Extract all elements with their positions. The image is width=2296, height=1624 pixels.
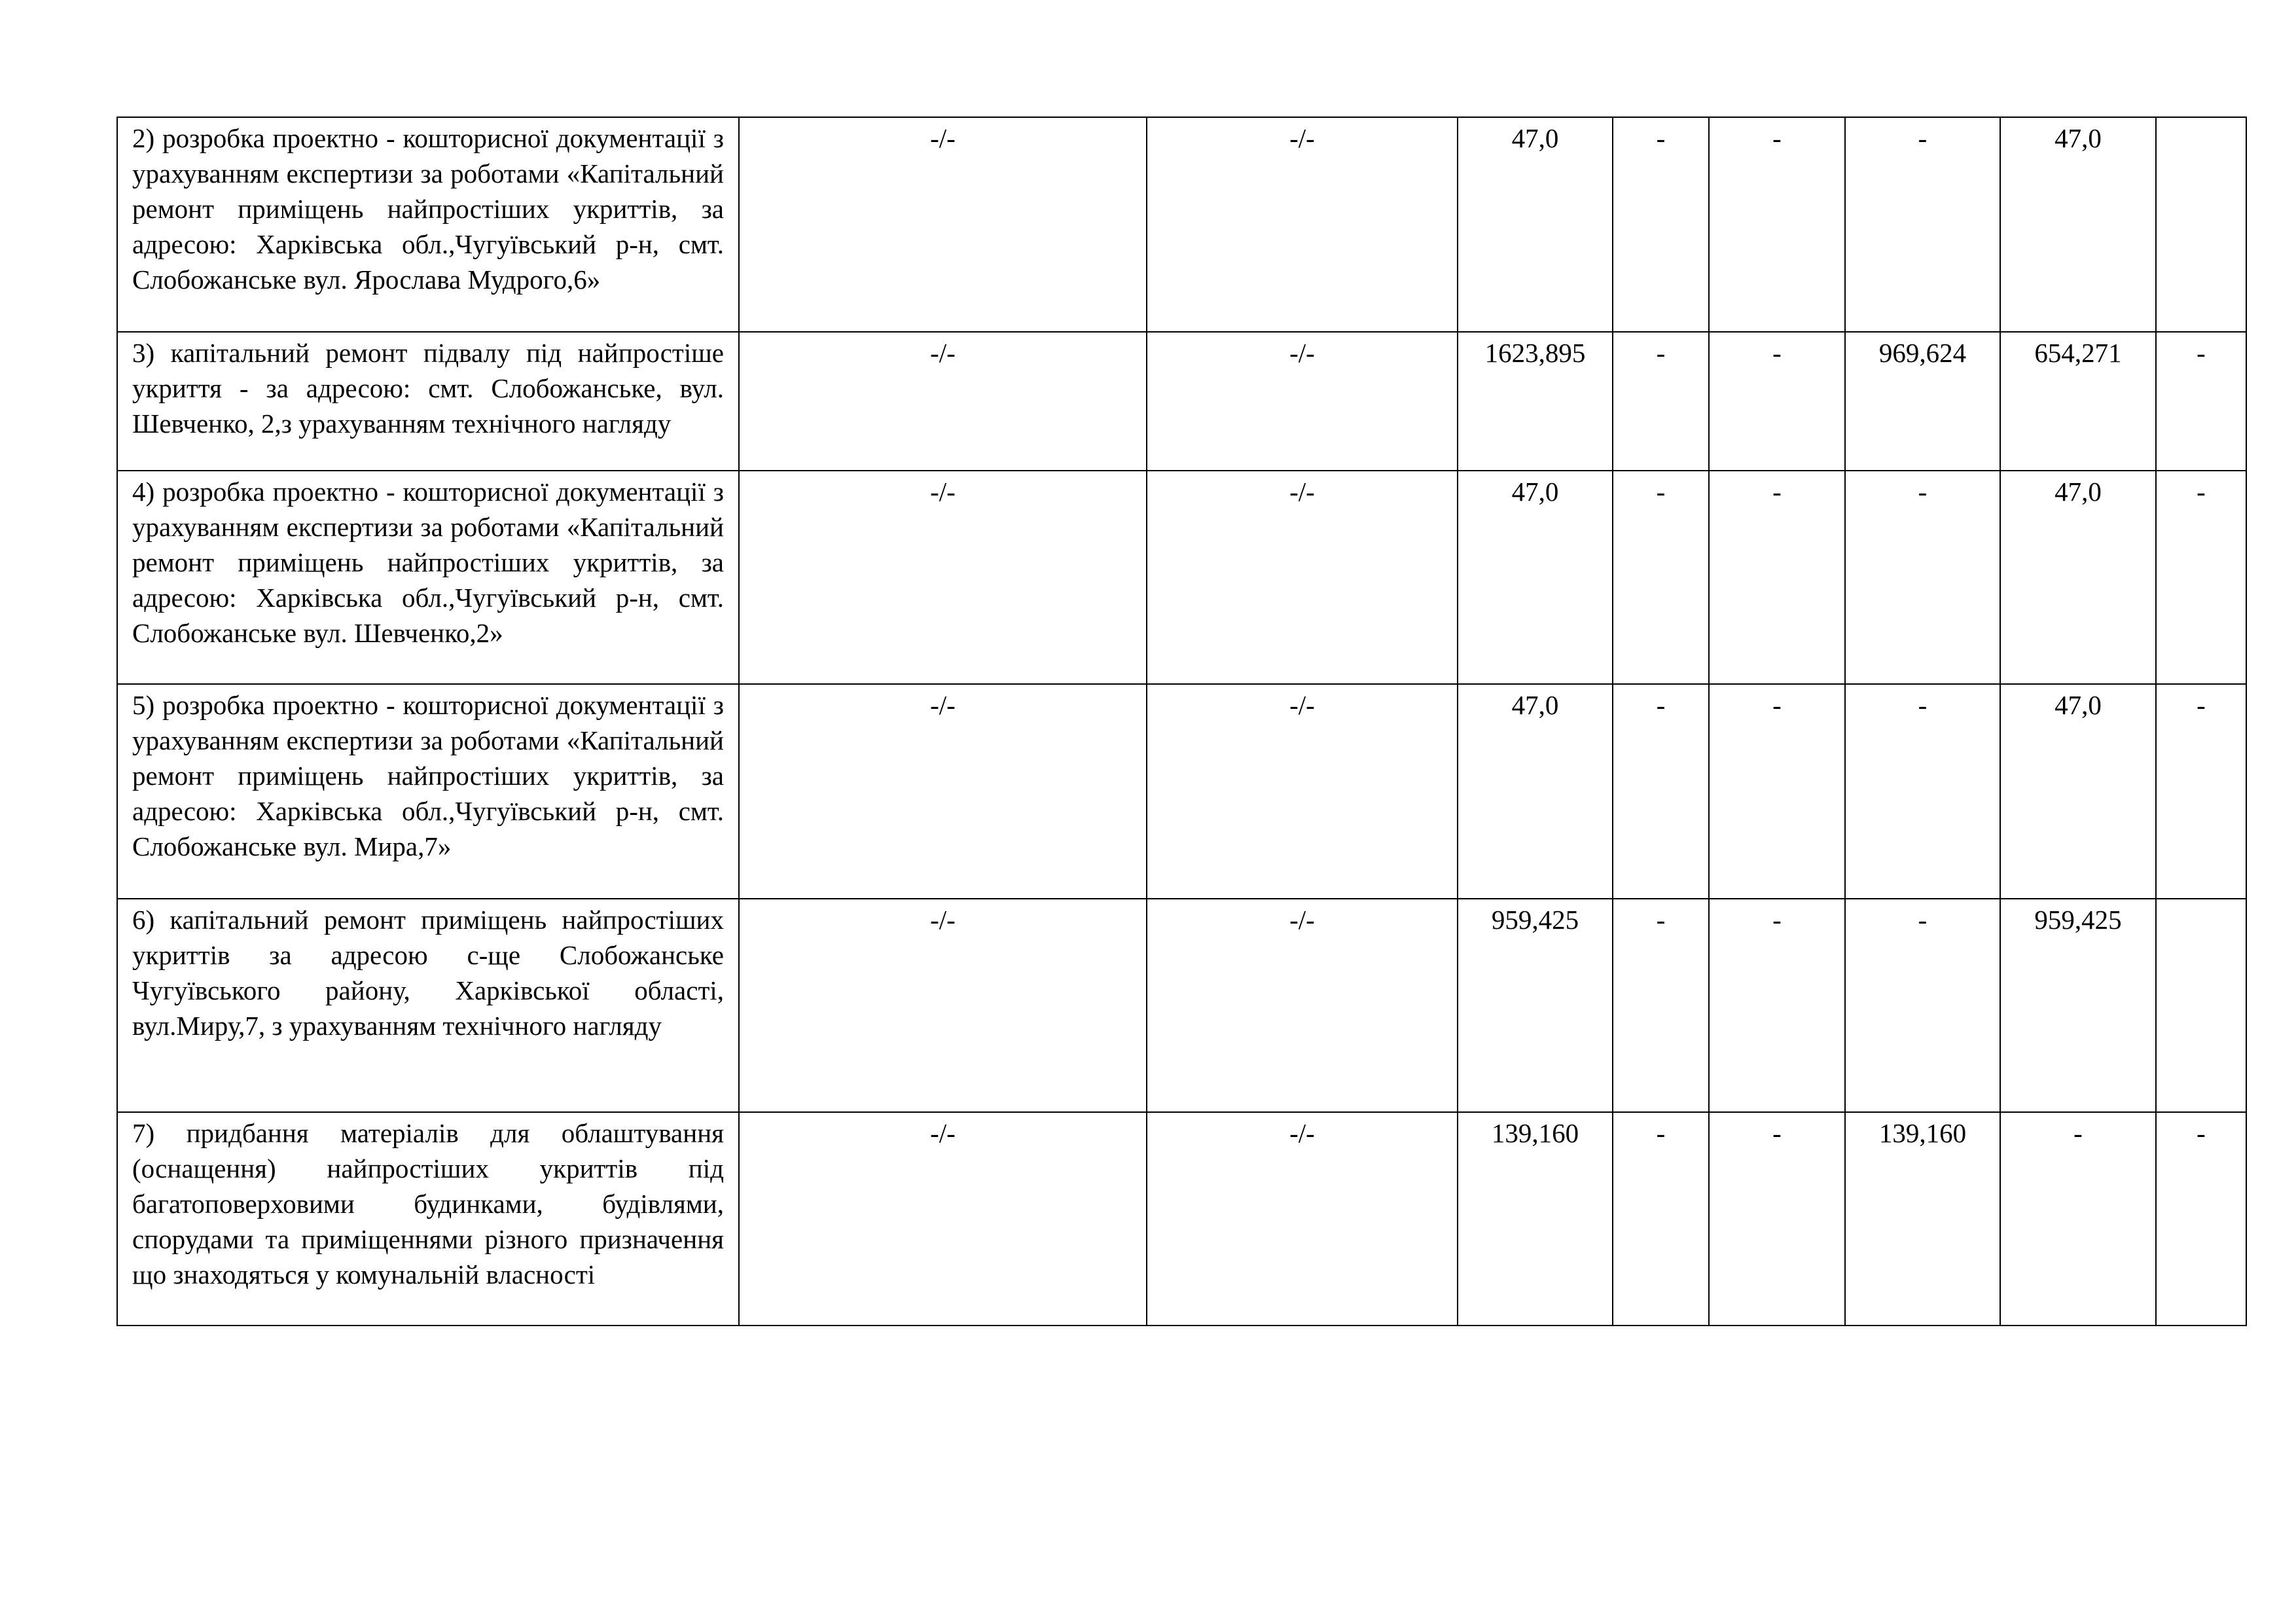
cell-c7: 139,160 <box>1845 1112 2000 1326</box>
cell-col3: -/- <box>1147 1112 1458 1326</box>
cell-col2: -/- <box>739 899 1147 1112</box>
measure-description: 4) розробка проектно - кошторисної документації з урахуванням експертизи за роботами «Капітальний ремонт приміщень найпростіших укриттів, за адресою: Харківська обл.,Чугуївський р-н, смт. Слобожанське вул. Шевченко,2» <box>117 471 739 684</box>
cell-col3: -/- <box>1147 332 1458 471</box>
cell-c7: - <box>1845 684 2000 899</box>
cell-total: 139,160 <box>1458 1112 1613 1326</box>
cell-c8: - <box>2000 1112 2156 1326</box>
cell-col3: -/- <box>1147 684 1458 899</box>
cell-c9: - <box>2156 1112 2246 1326</box>
cell-c8: 47,0 <box>2000 471 2156 684</box>
measure-description: 7) придбання матеріалів для облаштування (оснащення) найпростіших укриттів під багатоповерховими будинками, будівлями, спорудами та приміщеннями різного призначення що знаходяться у комунальній власності <box>117 1112 739 1326</box>
cell-total: 1623,895 <box>1458 332 1613 471</box>
program-measures-table <box>117 117 2247 1326</box>
cell-c8: 959,425 <box>2000 899 2156 1112</box>
cell-col3: -/- <box>1147 117 1458 332</box>
cell-total: 47,0 <box>1458 117 1613 332</box>
cell-c9: - <box>2156 471 2246 684</box>
cell-c9: - <box>2156 332 2246 471</box>
cell-c8: 654,271 <box>2000 332 2156 471</box>
cell-c7: 969,624 <box>1845 332 2000 471</box>
table-row <box>117 117 2246 332</box>
cell-c5: - <box>1613 1112 1709 1326</box>
measure-description: 2) розробка проектно - кошторисної документації з урахуванням експертизи за роботами «Капітальний ремонт приміщень найпростіших укриттів, за адресою: Харківська обл.,Чугуївський р-н, смт. Слобожанське вул. Ярослава Мудрого,6» <box>117 117 739 332</box>
cell-col2: -/- <box>739 117 1147 332</box>
cell-total: 959,425 <box>1458 899 1613 1112</box>
table-row <box>117 332 2246 471</box>
cell-col2: -/- <box>739 332 1147 471</box>
cell-c8: 47,0 <box>2000 117 2156 332</box>
cell-c9 <box>2156 899 2246 1112</box>
cell-c5: - <box>1613 684 1709 899</box>
cell-c5: - <box>1613 332 1709 471</box>
cell-c6: - <box>1709 684 1845 899</box>
cell-c7: - <box>1845 117 2000 332</box>
measure-description: 3) капітальний ремонт підвалу під найпростіше укриття - за адресою: смт. Слобожанське, вул. Шевченко, 2,з урахуванням технічного нагляду <box>117 332 739 471</box>
table-row <box>117 899 2246 1112</box>
cell-total: 47,0 <box>1458 684 1613 899</box>
cell-c6: - <box>1709 117 1845 332</box>
cell-col2: -/- <box>739 684 1147 899</box>
cell-c8: 47,0 <box>2000 684 2156 899</box>
cell-c6: - <box>1709 332 1845 471</box>
cell-c6: - <box>1709 1112 1845 1326</box>
cell-c7: - <box>1845 899 2000 1112</box>
cell-col2: -/- <box>739 471 1147 684</box>
table-row <box>117 684 2246 899</box>
cell-c7: - <box>1845 471 2000 684</box>
cell-col3: -/- <box>1147 471 1458 684</box>
cell-c6: - <box>1709 471 1845 684</box>
table-row <box>117 471 2246 684</box>
measure-description: 6) капітальний ремонт приміщень найпростіших укриттів за адресою с-ще Слобожанське Чугуївського району, Харківської області, вул.Миру,7, з урахуванням технічного нагляду <box>117 899 739 1112</box>
cell-c5: - <box>1613 899 1709 1112</box>
table-row <box>117 1112 2246 1326</box>
cell-c5: - <box>1613 117 1709 332</box>
cell-c5: - <box>1613 471 1709 684</box>
cell-col3: -/- <box>1147 899 1458 1112</box>
cell-c9: - <box>2156 684 2246 899</box>
measure-description: 5) розробка проектно - кошторисної документації з урахуванням експертизи за роботами «Капітальний ремонт приміщень найпростіших укриттів, за адресою: Харківська обл.,Чугуївський р-н, смт. Слобожанське вул. Мира,7» <box>117 684 739 899</box>
cell-c9 <box>2156 117 2246 332</box>
cell-col2: -/- <box>739 1112 1147 1326</box>
cell-total: 47,0 <box>1458 471 1613 684</box>
cell-c6: - <box>1709 899 1845 1112</box>
